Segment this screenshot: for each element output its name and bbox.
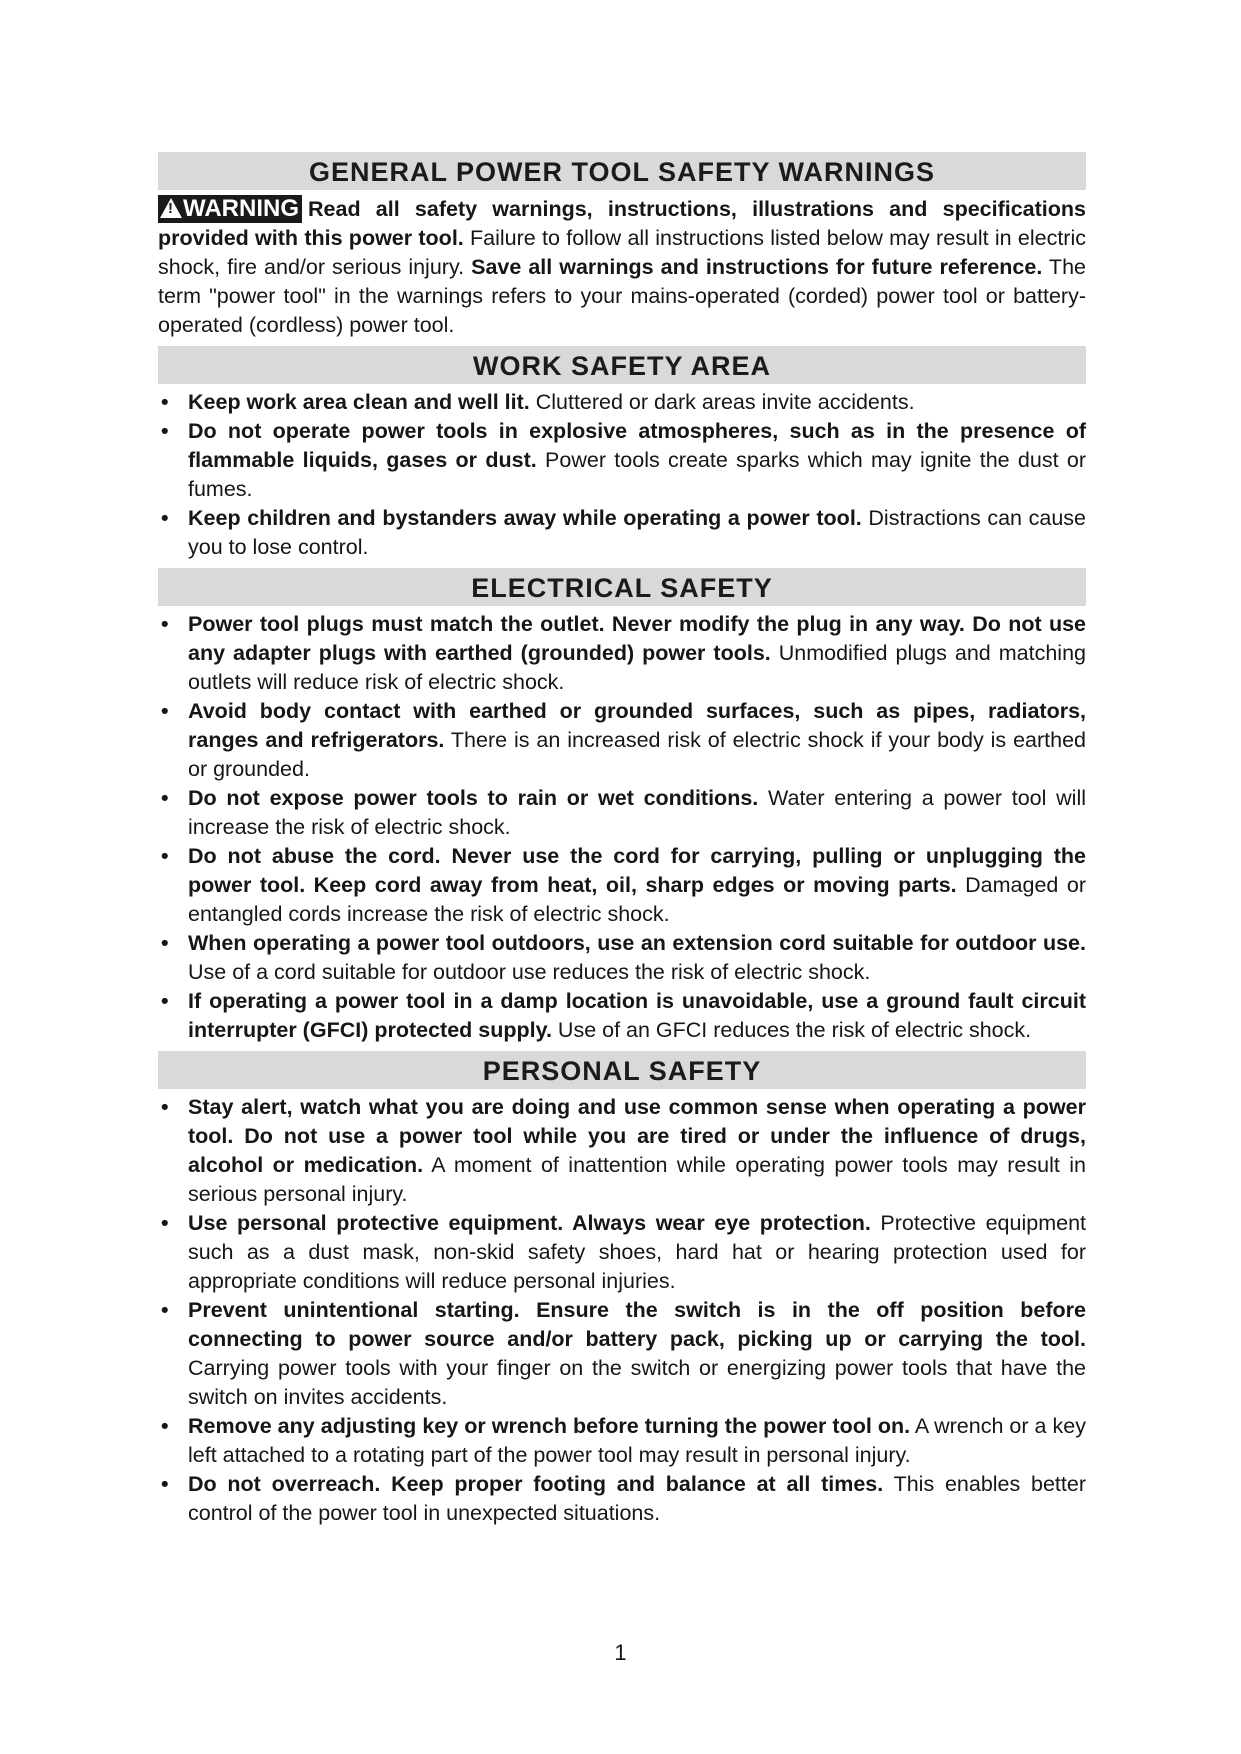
item-bold: When operating a power tool outdoors, use an extension cord suitable for outdoor use. xyxy=(188,931,1086,955)
item-text: A moment of inattention while operating power tools may result in serious personal injury. xyxy=(188,1153,1086,1206)
general-text-1: Failure to follow all instructions listed below may result in electric shock, fire and/or serious injury. xyxy=(158,226,1086,279)
list-item xyxy=(158,1470,1086,1528)
item-text: This enables better control of the power tool in unexpected situations. xyxy=(188,1472,1086,1525)
list-item xyxy=(158,987,1086,1045)
general-warning-paragraph xyxy=(158,195,1086,340)
item-bold: Power tool plugs must match the outlet. Never modify the plug in any way. Do not use any adapter plugs with earthed (grounded) power tools. xyxy=(188,612,1086,665)
list-item xyxy=(158,1296,1086,1412)
item-text: Distractions can cause you to lose control. xyxy=(188,506,1087,559)
item-text: Protective equipment such as a dust mask, non-skid safety shoes, hard hat or hearing protection used for appropriate conditions will reduce personal injuries. xyxy=(188,1211,1086,1293)
section-header-general: GENERAL POWER TOOL SAFETY WARNINGS xyxy=(158,152,1086,190)
item-text: Carrying power tools with your finger on the switch or energizing power tools that have the switch on invites accidents. xyxy=(188,1356,1086,1409)
item-bold: Use personal protective equipment. Always wear eye protection. xyxy=(188,1211,871,1235)
list-item xyxy=(158,929,1086,987)
item-text: Water entering a power tool will increase the risk of electric shock. xyxy=(188,786,1086,839)
item-text: Power tools create sparks which may ignite the dust or fumes. xyxy=(188,448,1087,501)
item-bold: Avoid body contact with earthed or grounded surfaces, such as pipes, radiators, ranges and refrigerators. xyxy=(188,699,1086,752)
item-bold: Prevent unintentional starting. Ensure the switch is in the off position before connecting to power source and/or battery pack, picking up or carrying the tool. xyxy=(188,1298,1086,1351)
item-text: Use of an GFCI reduces the risk of electric shock. xyxy=(551,1018,1032,1042)
item-text: Unmodified plugs and matching outlets will reduce risk of electric shock. xyxy=(188,641,1086,694)
personal-safety-list xyxy=(158,1093,1086,1528)
list-item xyxy=(158,610,1086,697)
item-text: Damaged or entangled cords increase the risk of electric shock. xyxy=(188,873,1086,926)
general-bold-1: Read all safety warnings, instructions, illustrations and specifications provided with this power tool. xyxy=(158,197,1086,250)
document-page xyxy=(158,152,1086,1534)
list-item xyxy=(158,1412,1086,1470)
list-item xyxy=(158,504,1086,562)
list-item xyxy=(158,417,1086,504)
item-text: Cluttered or dark areas invite accidents. xyxy=(529,390,915,414)
list-item xyxy=(158,842,1086,929)
item-text: A wrench or a key left attached to a rotating part of the power tool may result in personal injury. xyxy=(188,1414,1086,1467)
item-bold: Do not abuse the cord. Never use the cord for carrying, pulling or unplugging the power tool. Keep cord away from heat, oil, sharp edges or moving parts. xyxy=(188,844,1086,897)
warning-label-text: WARNING xyxy=(183,195,299,222)
section-header-electrical: ELECTRICAL SAFETY xyxy=(158,568,1086,606)
item-bold: Remove any adjusting key or wrench before turning the power tool on. xyxy=(188,1414,911,1438)
item-bold: Do not operate power tools in explosive atmospheres, such as in the presence of flammable liquids, gases or dust. xyxy=(188,419,1086,472)
list-item xyxy=(158,1093,1086,1209)
list-item xyxy=(158,697,1086,784)
item-bold: If operating a power tool in a damp location is unavoidable, use a ground fault circuit interrupter (GFCI) protected supply. xyxy=(188,989,1086,1042)
list-item xyxy=(158,784,1086,842)
page-number: 1 xyxy=(614,1640,627,1665)
item-text: Use of a cord suitable for outdoor use reduces the risk of electric shock. xyxy=(188,960,871,984)
item-bold: Do not overreach. Keep proper footing and balance at all times. xyxy=(188,1472,884,1496)
section-header-personal: PERSONAL SAFETY xyxy=(158,1051,1086,1089)
item-bold: Keep children and bystanders away while operating a power tool. xyxy=(188,506,862,530)
item-bold: Keep work area clean and well lit. xyxy=(188,390,530,414)
list-item xyxy=(158,388,1086,417)
warning-badge xyxy=(158,195,302,223)
electrical-safety-list xyxy=(158,610,1086,1045)
general-bold-2: Save all warnings and instructions for future reference. xyxy=(471,255,1043,279)
warning-triangle-icon xyxy=(160,198,182,218)
list-item xyxy=(158,1209,1086,1296)
section-header-work: WORK SAFETY AREA xyxy=(158,346,1086,384)
item-text: There is an increased risk of electric shock if your body is earthed or grounded. xyxy=(188,728,1086,781)
general-text-2: The term "power tool" in the warnings refers to your mains-operated (corded) power tool or battery-operated (cordless) power tool. xyxy=(158,255,1086,337)
work-safety-list xyxy=(158,388,1086,562)
item-bold: Do not expose power tools to rain or wet conditions. xyxy=(188,786,759,810)
item-bold: Stay alert, watch what you are doing and use common sense when operating a power tool. Do not use a power tool while you are tired or under the influence of drugs, alcohol or medication. xyxy=(188,1095,1086,1177)
